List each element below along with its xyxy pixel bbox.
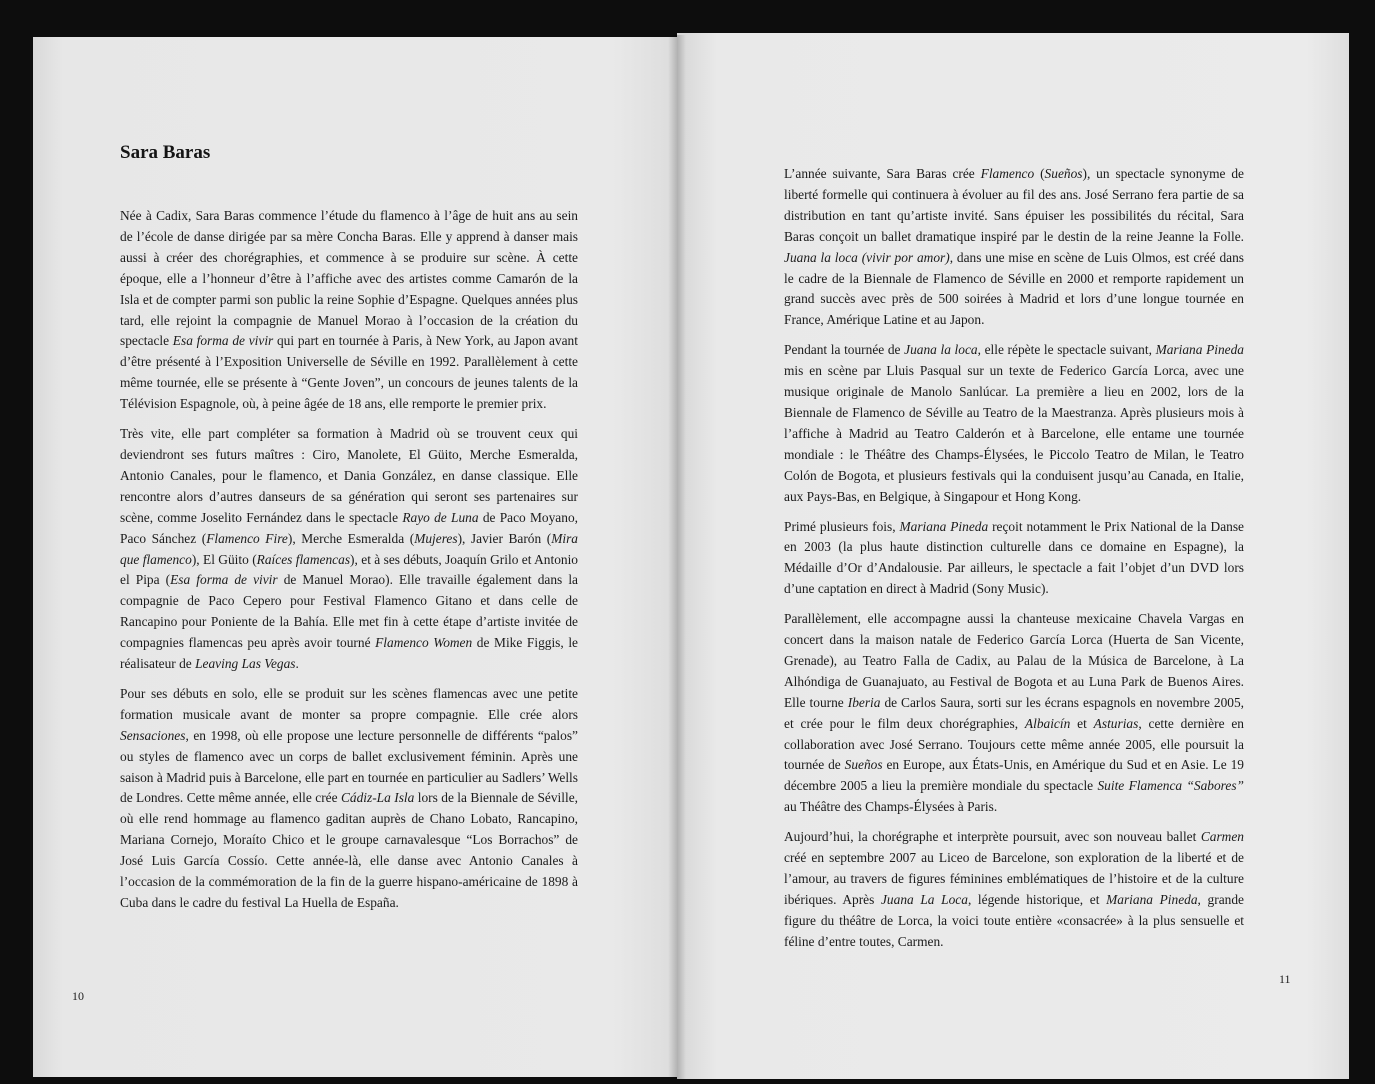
italic-title-text: Juana la loca (vivir por amor) — [784, 249, 950, 265]
body-text: ), Merche Esmeralda ( — [287, 530, 415, 546]
body-text: , grande figure du théâtre de Lorca, la voici toute entière «consacrée» à la plus sensuelle et féline d’entre toutes, Carmen. — [784, 891, 1244, 949]
paragraph — [784, 609, 1244, 818]
italic-title-text: Cádiz-La Isla — [340, 790, 415, 806]
body-text: Aujourd’hui, la chorégraphe et interprète poursuit, avec son nouveau ballet — [784, 829, 1201, 845]
paragraph — [784, 517, 1244, 601]
italic-title-text: Mariana Pineda — [1106, 891, 1198, 907]
italic-title-text: Juana La Loca — [880, 891, 968, 907]
body-text: , cette dernière en collaboration avec José Serrano. Toujours cette même année 2005, elle poursuit la tournée de — [784, 715, 1244, 773]
body-text: et — [1070, 715, 1094, 731]
paragraph — [784, 827, 1244, 952]
right-text-column — [784, 164, 1244, 962]
italic-title-text: Mira que flamenco — [120, 530, 578, 567]
italic-title-text: Mariana Pineda — [1155, 342, 1244, 358]
paragraph — [120, 684, 578, 914]
right-page — [677, 33, 1349, 1079]
body-text: ), Javier Barón ( — [457, 530, 552, 546]
italic-title-text: Juana la loca — [904, 342, 978, 358]
body-text: de Paco Moyano, Paco Sánchez ( — [120, 509, 578, 546]
book-gutter — [668, 35, 686, 1079]
body-text: en Europe, aux États-Unis, en Amérique du Sud et en Asie. Le 19 décembre 2005 a lieu la première mondiale du spectacle — [784, 757, 1244, 794]
body-text: Pendant la tournée de — [784, 342, 905, 358]
body-text: de Mike Figgis, le réalisateur de — [120, 635, 578, 672]
body-text: , dans une mise en scène de Luis Olmos, est créé dans le cadre de la Biennale de Flamenco de Séville en 2000 et remporte rapidement un grand succès avec près de 500 soirées à Madrid et lors d’une longue tournée en France, Amérique Latine et au Japon. — [784, 249, 1244, 328]
body-text: , elle répète le spectacle suivant, — [977, 342, 1156, 358]
italic-title-text: Sueños — [844, 757, 883, 773]
italic-title-text: Mariana Pineda — [899, 518, 989, 534]
body-text: Très vite, elle part compléter sa formation à Madrid où se trouvent ceux qui deviendront ses futurs maîtres : Ciro, Manolete, El Güito, Merche Esmeralda, Antonio Canales, pour le flamenco, et Dania González, en danse classique. Elle rencontre alors d’autres danseurs de sa génération qui seront ses partenaires sur scène, comme Joselito Fernández dans le spectacle — [120, 426, 578, 525]
body-text: ), et à ses débuts, Joaquín Grilo et Antonio el Pipa ( — [120, 551, 579, 588]
italic-title-text: Iberia — [847, 694, 881, 710]
body-text: créé en septembre 2007 au Liceo de Barcelone, son exploration de la liberté et de l’amour, au travers de figures féminines emblématiques de l’histoire et de la culture ibériques. Après — [784, 850, 1244, 907]
italic-title-text: Flamenco — [980, 166, 1035, 181]
italic-title-text: Esa forma de vivir — [170, 572, 278, 588]
body-text: . — [295, 656, 299, 672]
italic-title-text: Rayo de Luna — [402, 509, 479, 525]
italic-title-text: Sensaciones — [120, 727, 186, 743]
page-number: 11 — [1279, 972, 1291, 986]
body-text: Pour ses débuts en solo, elle se produit sur les scènes flamencas avec une petite formation musicale avant de monter sa propre compagnie. Elle crée alors — [120, 685, 578, 722]
italic-title-text: Esa forma de vivir — [172, 333, 274, 349]
italic-title-text: Leaving Las Vegas — [195, 656, 296, 672]
body-text: Née à Cadix, Sara Baras commence l’étude du flamenco à l’âge de huit ans au sein de l’école de danse dirigée par sa mère Concha Baras. Elle y apprend à danser mais aussi à créer des chorégraphies, et commence à se produire sur scène. À cette époque, elle a l’honneur d’être à l’affiche avec des artistes comme Camarón de la Isla et de compter parmi son public la reine Sophie d’Espagne. Quelques années plus tard, elle rejoint la compagnie de Manuel Morao à l’occasion de la création du spectacle — [120, 208, 578, 349]
body-text: Parallèlement, elle accompagne aussi la chanteuse mexicaine Chavela Vargas en concert dans la maison natale de Federico García Lorca (Huerta de San Vicente, Grenade), au Teatro Falla de Cadix, au Palau de la Música de Barcelone, à La Alhóndiga de Guanajuato, au Festival de Bogota et au Luna Park de Buenos Aires. Elle tourne — [784, 611, 1244, 710]
italic-title-text: Flamenco Women — [375, 635, 473, 651]
paragraph — [784, 340, 1244, 507]
body-text: Primé plusieurs fois, — [784, 518, 900, 534]
body-text: reçoit notamment le Prix National de la Danse en 2003 (la plus haute distinction culturelle dans ce domaine en Espagne), la Médaille d’Or d’Andalousie. Par ailleurs, le spectacle a fait l’objet d’un DVD lors d’une captation en direct à Madrid (Sony Music). — [784, 518, 1244, 597]
body-text: de Carlos Saura, sorti sur les écrans espagnols en novembre 2005, et crée pour le film deux chorégraphies, — [784, 694, 1245, 731]
body-text: ( — [1034, 166, 1045, 181]
paragraph — [120, 424, 578, 675]
body-text: ), El Güito ( — [191, 551, 257, 567]
body-text: lors de la Biennale de Séville, où elle rend hommage au flamenco gaditan auprès de Chano Lobato, Rancapino, Mariana Cornejo, Moraíto Chico et le groupe carnavalesque “Los Borrachos” de José Luis García Cossío. Cette année-là, elle danse avec Antonio Canales à l’occasion de la commémoration de la fin de la guerre hispano-américaine de 1898 à Cuba dans le cadre du festival La Huella de España. — [120, 790, 578, 910]
body-text: qui part en tournée à Paris, à New York, au Japon avant d’être présenté à l’Exposition Universelle de Séville en 1992. Parallèlement à cette même tournée, elle se présente à “Gente Joven”, un concours de jeunes talents de la Télévision Espagnole, où, à peine âgée de 18 ans, elle remporte le premier prix. — [120, 333, 578, 412]
body-text: mis en scène par Lluis Pasqual sur un texte de Federico García Lorca, avec une musique originale de Manolo Sanlúcar. La première a lieu en 2002, lors de la Biennale de Flamenco de Séville au Teatro de la Maestranza. Après plusieurs mois à l’affiche à Madrid au Teatro Calderón et à Barcelone, elle entame une tournée mondiale : le Théâtre des Champs-Élysées, le Piccolo Teatro de Milan, le Teatro Colón de Bogota, et plusieurs festivals qui la conduisent jusqu’au Canada, en Italie, aux Pays-Bas, en Belgique, à Singapour et Hong Kong. — [784, 363, 1244, 504]
italic-title-text: Mujeres — [414, 530, 458, 546]
italic-title-text: Carmen — [1200, 829, 1244, 845]
italic-title-text: Albaicín — [1024, 715, 1071, 731]
left-text-column — [120, 206, 578, 923]
left-page — [33, 37, 677, 1077]
body-text: , légende historique, et — [967, 891, 1107, 907]
body-text: au Théâtre des Champs-Élysées à Paris. — [784, 799, 998, 815]
italic-title-text: Raíces flamencas — [256, 551, 351, 567]
body-text: , en 1998, où elle propose une lecture personnelle de différents “palos” ou styles de flamenco avec un corps de ballet exclusivement féminin. Après une saison à Madrid puis à Barcelone, elle part en tournée en particulier au Sadlers’ Wells de Londres. Cette même année, elle crée — [120, 727, 578, 806]
page-title: Sara Baras — [120, 142, 211, 163]
italic-title-text: Sueños — [1044, 166, 1083, 181]
body-text: de Manuel Morao). Elle travaille également dans la compagnie de Paco Cepero pour Festival Flamenco Gitano et dans celle de Rancapino pour Poniente de la Bahía. Elle met fin à cette étape d’artiste invitée de compagnies flamencas peu après avoir tourné — [120, 572, 578, 651]
page-number: 10 — [72, 989, 84, 1003]
paragraph — [784, 164, 1244, 331]
italic-title-text: Flamenco Fire — [206, 530, 288, 546]
paragraph — [120, 206, 578, 415]
body-text: L’année suivante, Sara Baras crée — [784, 166, 981, 181]
italic-title-text: Suite Flamenca “Sabores” — [1097, 778, 1244, 794]
body-text: ), un spectacle synonyme de liberté formelle qui continuera à évoluer au fil des ans. José Serrano fera partie de sa distribution en tant qu’artiste invité. Sans épuiser les possibilités du récital, Sara Baras conçoit un ballet dramatique inspiré par le destin de la reine Jeanne la Folle. — [784, 166, 1244, 244]
italic-title-text: Asturias — [1093, 715, 1139, 731]
